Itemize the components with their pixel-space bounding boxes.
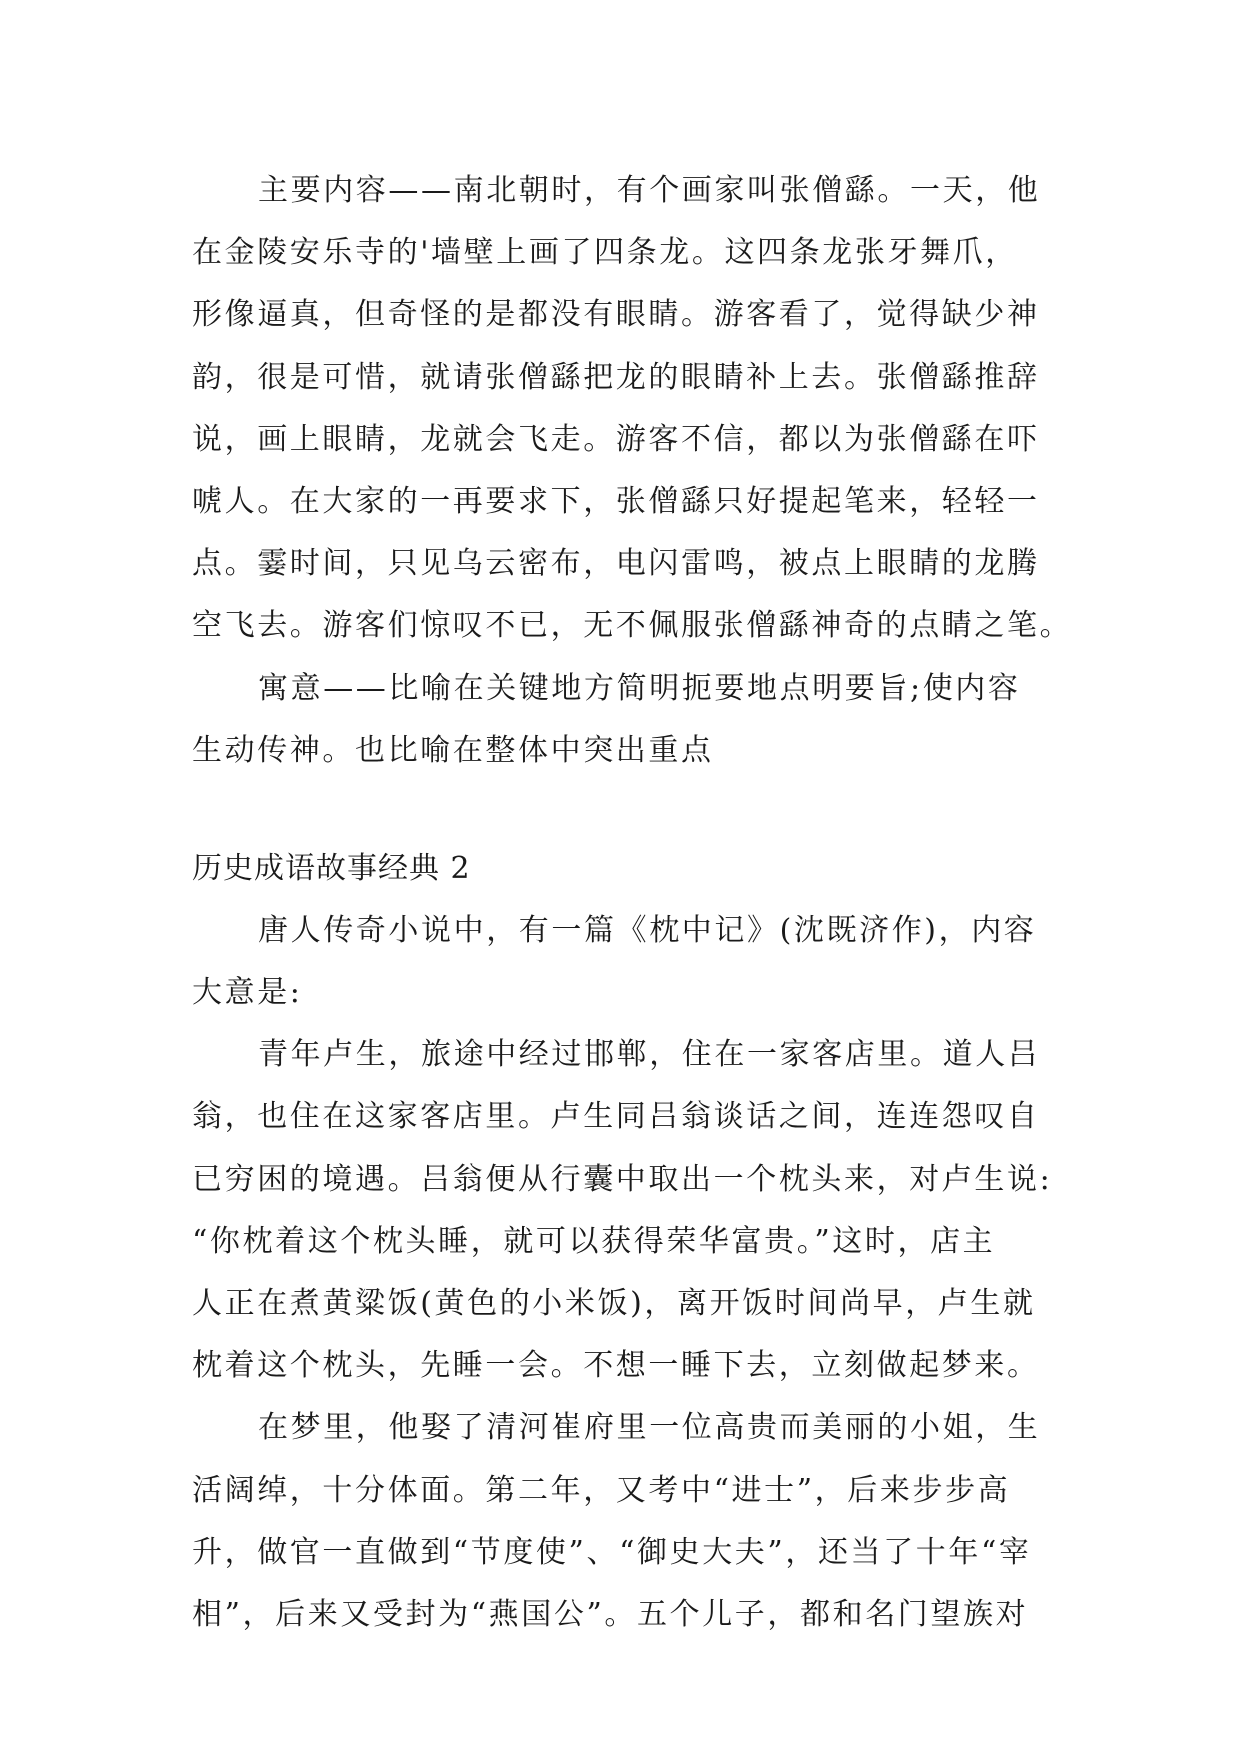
text-line: 空飞去。游客们惊叹不已，无不佩服张僧繇神奇的点睛之笔。 <box>192 608 1073 644</box>
document-page <box>192 160 1073 1646</box>
text-line: 说，画上眼睛，龙就会飞走。游客不信，都以为张僧繇在吓 <box>192 421 1040 457</box>
text-line: 韵，很是可惜，就请张僧繇把龙的眼睛补上去。张僧繇推辞 <box>192 359 1040 395</box>
section-heading: 历史成语故事经典 2 <box>192 850 471 886</box>
text-line: 生动传神。也比喻在整体中突出重点 <box>192 732 714 768</box>
section-gap <box>192 782 1054 838</box>
text-line: 相”，后来又受封为“燕国公”。五个儿子，都和名门望族对 <box>192 1596 1029 1632</box>
paragraph-intro <box>192 900 1054 1024</box>
text-line: 升，做官一直做到“节度使”、“御史大夫”，还当了十年“宰 <box>192 1534 1032 1570</box>
text-line: 唬人。在大家的一再要求下，张僧繇只好提起笔来，轻轻一 <box>192 483 1040 519</box>
text-line: 大意是: <box>192 975 303 1011</box>
text-line: 活阔绰，十分体面。第二年，又考中“进士”，后来步步高 <box>192 1472 1011 1508</box>
text-line: 唐人传奇小说中，有一篇《枕中记》(沈既济作)，内容 <box>258 912 1037 948</box>
text-line: 点。霎时间，只见乌云密布，电闪雷鸣，被点上眼睛的龙腾 <box>192 546 1040 582</box>
paragraph-lusheng <box>192 1024 1054 1397</box>
text-line: 形像逼真，但奇怪的是都没有眼睛。游客看了，觉得缺少神 <box>192 297 1040 333</box>
text-line: “你枕着这个枕头睡，就可以获得荣华富贵。”这时，店主 <box>192 1223 996 1259</box>
text-line: 在金陵安乐寺的'墙壁上画了四条龙。这四条龙张牙舞爪， <box>192 235 1018 271</box>
text-line: 青年卢生，旅途中经过邯郸，住在一家客店里。道人吕 <box>258 1037 1041 1073</box>
paragraph-meaning <box>192 658 1054 782</box>
paragraph-dream <box>192 1397 1054 1646</box>
text-line: 翁，也住在这家客店里。卢生同吕翁谈话之间，连连怨叹自 <box>192 1099 1040 1135</box>
text-line: 寓意——比喻在关键地方简明扼要地点明要旨;使内容 <box>258 670 1021 706</box>
text-line: 已穷困的境遇。吕翁便从行囊中取出一个枕头来，对卢生说: <box>192 1161 1053 1197</box>
text-line: 主要内容——南北朝时，有个画家叫张僧繇。一天，他 <box>258 173 1041 208</box>
text-line: 枕着这个枕头，先睡一会。不想一睡下去，立刻做起梦来。 <box>192 1348 1040 1384</box>
text-line: 在梦里，他娶了清河崔府里一位高贵而美丽的小姐，生 <box>258 1410 1041 1446</box>
paragraph-story-summary <box>192 160 1073 658</box>
text-line: 人正在煮黄粱饭(黄色的小米饭)，离开饭时间尚早，卢生就 <box>192 1286 1036 1321</box>
